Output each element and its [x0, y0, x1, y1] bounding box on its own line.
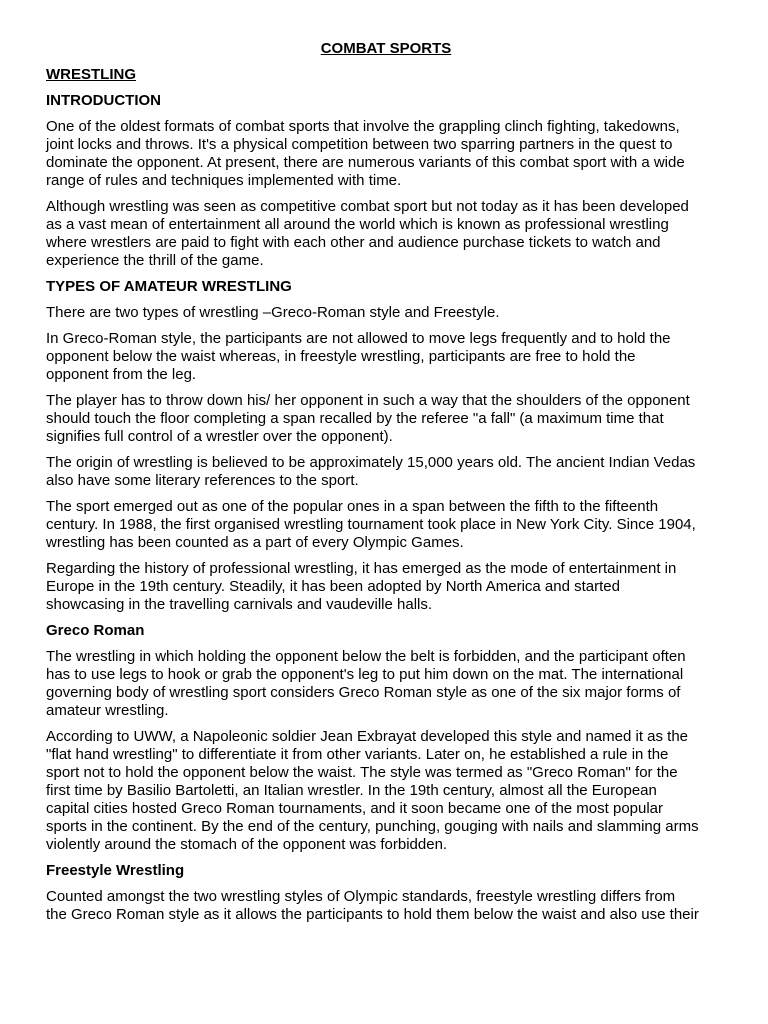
text-line: joint locks and throws. It's a physical competition between two sparring partners in the quest to: [46, 136, 673, 153]
text-line: The origin of wrestling is believed to be approximately 15,000 years old. The ancient Indian Vedas: [46, 454, 696, 471]
paragraph: [46, 728, 722, 854]
text-line: experience the thrill of the game.: [46, 252, 264, 269]
text-line: showcasing in the travelling carnivals and vaudeville halls.: [46, 596, 433, 613]
section-heading: INTRODUCTION: [46, 92, 161, 109]
paragraph: [46, 454, 722, 490]
text-line: has to use legs to hook or grab the opponent's leg to put him down on the mat. The international: [46, 666, 684, 683]
text-line: where wrestlers are paid to fight with each other and audience purchase tickets to watch and: [46, 234, 661, 251]
text-line: capital cities hosted Greco Roman tournaments, and it soon became one of the most popular: [46, 800, 664, 817]
text-line: One of the oldest formats of combat sports that involve the grappling clinch fighting, takedowns,: [46, 118, 680, 135]
text-line: Regarding the history of professional wrestling, it has emerged as the mode of entertainment in: [46, 560, 677, 577]
paragraph: [46, 198, 722, 270]
text-line: Counted amongst the two wrestling styles of Olympic standards, freestyle wrestling differs from: [46, 888, 676, 905]
text-line: In Greco-Roman style, the participants are not allowed to move legs frequently and to hold the: [46, 330, 671, 347]
paragraph: [46, 648, 722, 720]
paragraph: [46, 304, 722, 322]
section-heading: Freestyle Wrestling: [46, 862, 185, 879]
text-line: first time by Basilio Bartoletti, an Italian wrestler. In the 19th century, almost all the European: [46, 782, 657, 799]
text-line: should touch the floor completing a span recalled by the referee "a fall" (a maximum time that: [46, 410, 664, 427]
text-line: signifies full control of a wrestler over the opponent).: [46, 428, 393, 445]
text-line: According to UWW, a Napoleonic soldier Jean Exbrayat developed this style and named it as the: [46, 728, 689, 745]
text-line: opponent from the leg.: [46, 366, 197, 383]
text-line: The player has to throw down his/ her opponent in such a way that the shoulders of the opponent: [46, 392, 690, 409]
text-line: The wrestling in which holding the opponent below the belt is forbidden, and the participant often: [46, 648, 686, 665]
text-line: wrestling has been counted as a part of every Olympic Games.: [46, 534, 464, 551]
paragraph: [46, 392, 722, 446]
text-line: The sport emerged out as one of the popular ones in a span between the fifth to the fifteenth: [46, 498, 659, 515]
text-line: Although wrestling was seen as competitive combat sport but not today as it has been developed: [46, 198, 689, 215]
document-body: [46, 66, 722, 924]
paragraph: [46, 560, 722, 614]
text-line: range of rules and techniques implemented with time.: [46, 172, 402, 189]
text-line: sport not to hold the opponent below the waist. The style was termed as "Greco Roman" for the: [46, 764, 678, 781]
section-heading: WRESTLING: [46, 66, 136, 83]
text-line: also have some literary references to the sport.: [46, 472, 359, 489]
text-line: sports in the continent. By the end of the century, punching, gouging with nails and slamming arms: [46, 818, 699, 835]
text-line: dominate the opponent. At present, there are numerous variants of this combat sport with a wide: [46, 154, 685, 171]
section-heading: Greco Roman: [46, 622, 145, 639]
paragraph: [46, 118, 722, 190]
text-line: the Greco Roman style as it allows the participants to hold them below the waist and also use their: [46, 906, 699, 923]
text-line: "flat hand wrestling" to differentiate it from other variants. Later on, he established a rule in the: [46, 746, 669, 763]
text-line: amateur wrestling.: [46, 702, 169, 719]
text-line: violently around the stomach of the opponent was forbidden.: [46, 836, 448, 853]
text-line: opponent below the waist whereas, in freestyle wrestling, participants are free to hold the: [46, 348, 636, 365]
paragraph: [46, 888, 722, 924]
paragraph: [46, 330, 722, 384]
text-line: governing body of wrestling sport considers Greco Roman style as one of the six major forms of: [46, 684, 681, 701]
text-line: Europe in the 19th century. Steadily, it has been adopted by North America and started: [46, 578, 620, 595]
paragraph: [46, 498, 722, 552]
text-line: as a vast mean of entertainment all around the world which is known as professional wrestling: [46, 216, 669, 233]
section-heading: TYPES OF AMATEUR WRESTLING: [46, 278, 292, 295]
text-line: There are two types of wrestling –Greco-Roman style and Freestyle.: [46, 304, 500, 321]
page-title: COMBAT SPORTS: [320, 40, 452, 57]
text-line: century. In 1988, the first organised wrestling tournament took place in New York City. Since 1904,: [46, 516, 696, 533]
